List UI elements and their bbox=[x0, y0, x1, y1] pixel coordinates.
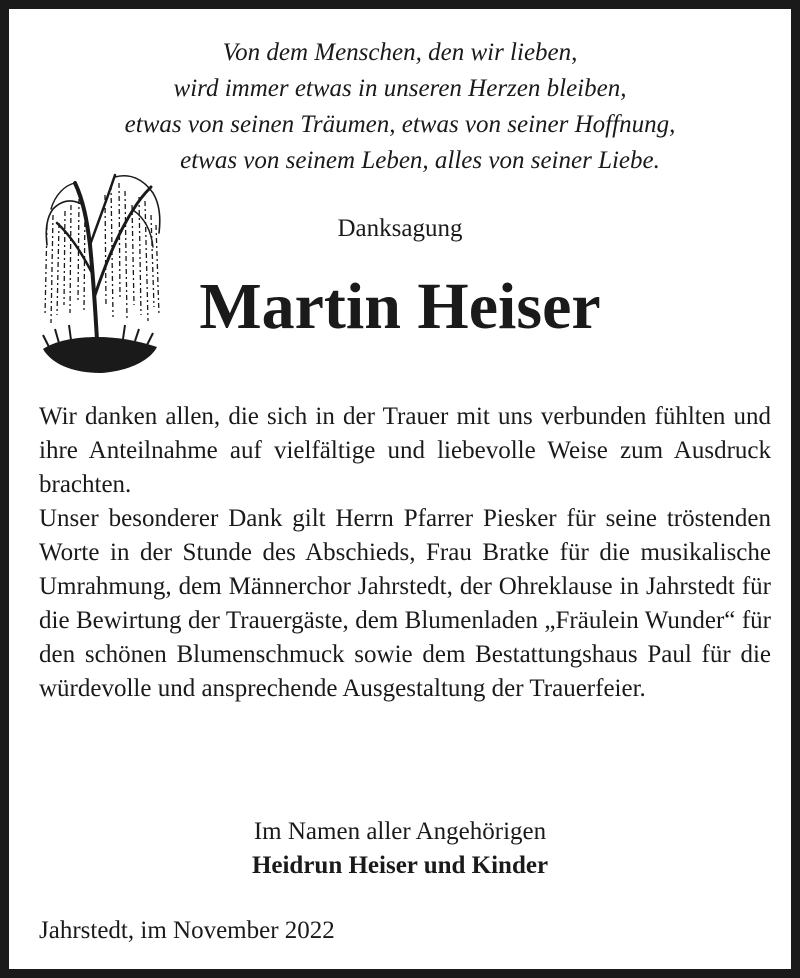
paragraph: Unser besonderer Dank gilt Herrn Pfarrer Piesker für seine tröstenden Worte in der Stunde des Abschieds, Frau Bratke für die musikalische Umrahmung, dem Männerchor Jahrstedt, der Ohreklause in Jahrstedt für die Bewirtung der Trauergäste, dem Blumenladen „Fräulein Wunder“ für den schönen Blumenschmuck sowie dem Bestattungshaus Paul für die würdevolle und ansprechende Ausgestaltung der Trauerfeier. bbox=[39, 505, 771, 702]
poem-line: etwas von seinen Träumen, etwas von seiner Hoffnung, bbox=[124, 111, 676, 138]
poem-line: etwas von seinem Leben, alles von seiner Liebe. bbox=[180, 147, 660, 174]
deceased-name: Martin Heiser bbox=[199, 270, 601, 343]
paragraph: Wir danken allen, die sich in der Trauer mit uns verbunden fühlten und ihre Anteilnahme auf vielfältige und liebevolle Weise zum Ausdruck brachten. bbox=[39, 403, 771, 498]
place-date: Jahrstedt, im November 2022 bbox=[39, 917, 335, 944]
closing-line: Im Namen aller Angehörigen bbox=[253, 818, 547, 845]
poem bbox=[9, 35, 791, 179]
closing-block bbox=[9, 815, 791, 883]
heading: Danksagung bbox=[337, 215, 463, 242]
poem-line: wird immer etwas in unseren Herzen bleiben, bbox=[173, 75, 627, 102]
body-text bbox=[39, 400, 771, 706]
poem-line: Von dem Menschen, den wir lieben, bbox=[222, 39, 578, 66]
signature: Heidrun Heiser und Kinder bbox=[251, 852, 549, 879]
